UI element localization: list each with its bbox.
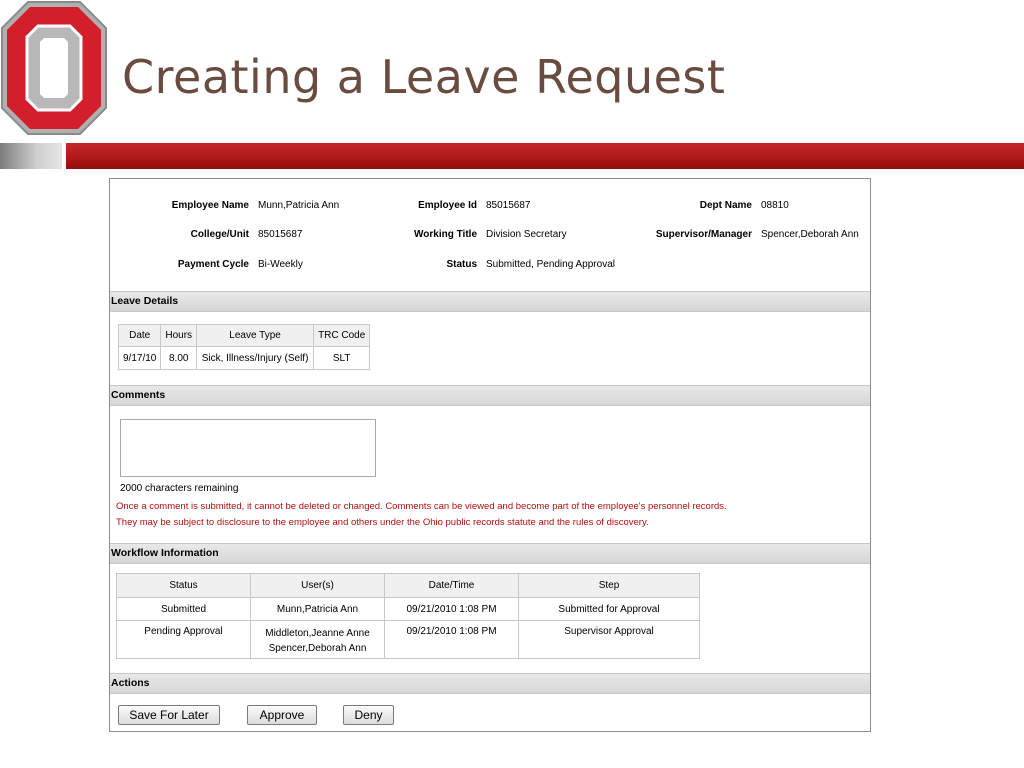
trc-code-cell: SLT (314, 347, 370, 370)
supervisor-manager-value: Spencer,Deborah Ann (761, 229, 859, 240)
slide-title: Creating a Leave Request (122, 50, 726, 104)
employee-name-label: Employee Name (171, 200, 249, 211)
table-row (119, 347, 370, 370)
leave-details-table (118, 324, 370, 370)
column-header: Date/Time (385, 574, 519, 598)
workflow-information-heading: Workflow Information (110, 543, 870, 564)
working-title-value: Division Secretary (486, 229, 567, 240)
column-header: Status (117, 574, 251, 598)
title-accent-bar-gray (0, 143, 62, 169)
leave-type-cell: Sick, Illness/Injury (Self) (197, 347, 314, 370)
column-header: Hours (161, 325, 197, 347)
ohio-state-block-o-logo (0, 0, 108, 136)
working-title-label: Working Title (414, 229, 477, 240)
payment-cycle-value: Bi-Weekly (258, 259, 303, 270)
column-header: Leave Type (197, 325, 314, 347)
title-accent-bar-red (66, 143, 1024, 169)
workflow-users-cell: Munn,Patricia Ann (251, 598, 385, 621)
comment-textarea[interactable] (120, 419, 376, 477)
workflow-step-cell: Submitted for Approval (519, 598, 700, 621)
table-row (117, 621, 700, 659)
actions-heading: Actions (110, 673, 870, 694)
column-header: TRC Code (314, 325, 370, 347)
column-header: Date (119, 325, 161, 347)
leave-details-heading: Leave Details (110, 291, 870, 312)
workflow-datetime-cell: 09/21/2010 1:08 PM (385, 621, 519, 659)
save-for-later-button[interactable]: Save For Later (118, 705, 220, 725)
payment-cycle-label: Payment Cycle (177, 259, 249, 270)
employee-name-value: Munn,Patricia Ann (258, 200, 340, 211)
comment-notice-line-1: Once a comment is submitted, it cannot be deleted or changed. Comments can be viewed and become part of the employee's personnel records. (116, 501, 727, 512)
characters-remaining-text: 2000 characters remaining (120, 483, 239, 494)
dept-name-value: 08810 (761, 200, 789, 211)
workflow-status-cell: Pending Approval (117, 621, 251, 659)
column-header: User(s) (251, 574, 385, 598)
workflow-datetime-cell: 09/21/2010 1:08 PM (385, 598, 519, 621)
leave-hours-cell: 8.00 (161, 347, 197, 370)
workflow-status-cell: Submitted (117, 598, 251, 621)
status-label: Status (446, 259, 477, 270)
college-unit-value: 85015687 (258, 229, 303, 240)
workflow-users-cell (251, 621, 385, 659)
workflow-table (116, 573, 700, 659)
comments-heading: Comments (110, 385, 870, 406)
employee-id-label: Employee Id (418, 200, 477, 211)
deny-button[interactable]: Deny (343, 705, 394, 725)
supervisor-manager-label: Supervisor/Manager (655, 229, 752, 240)
approve-button[interactable]: Approve (247, 705, 317, 725)
employee-id-value: 85015687 (486, 200, 531, 211)
comment-notice-line-2: They may be subject to disclosure to the employee and others under the Ohio public records statute and the rules of discovery. (116, 517, 649, 528)
status-value: Submitted, Pending Approval (486, 259, 615, 270)
workflow-user-name: Middleton,Jeanne Anne (265, 628, 370, 639)
workflow-user-name: Spencer,Deborah Ann (268, 643, 367, 654)
dept-name-label: Dept Name (699, 200, 752, 211)
leave-request-form (109, 178, 871, 732)
column-header: Step (519, 574, 700, 598)
college-unit-label: College/Unit (190, 229, 249, 240)
table-row (117, 598, 700, 621)
workflow-step-cell: Supervisor Approval (519, 621, 700, 659)
leave-date-cell: 9/17/10 (119, 347, 161, 370)
